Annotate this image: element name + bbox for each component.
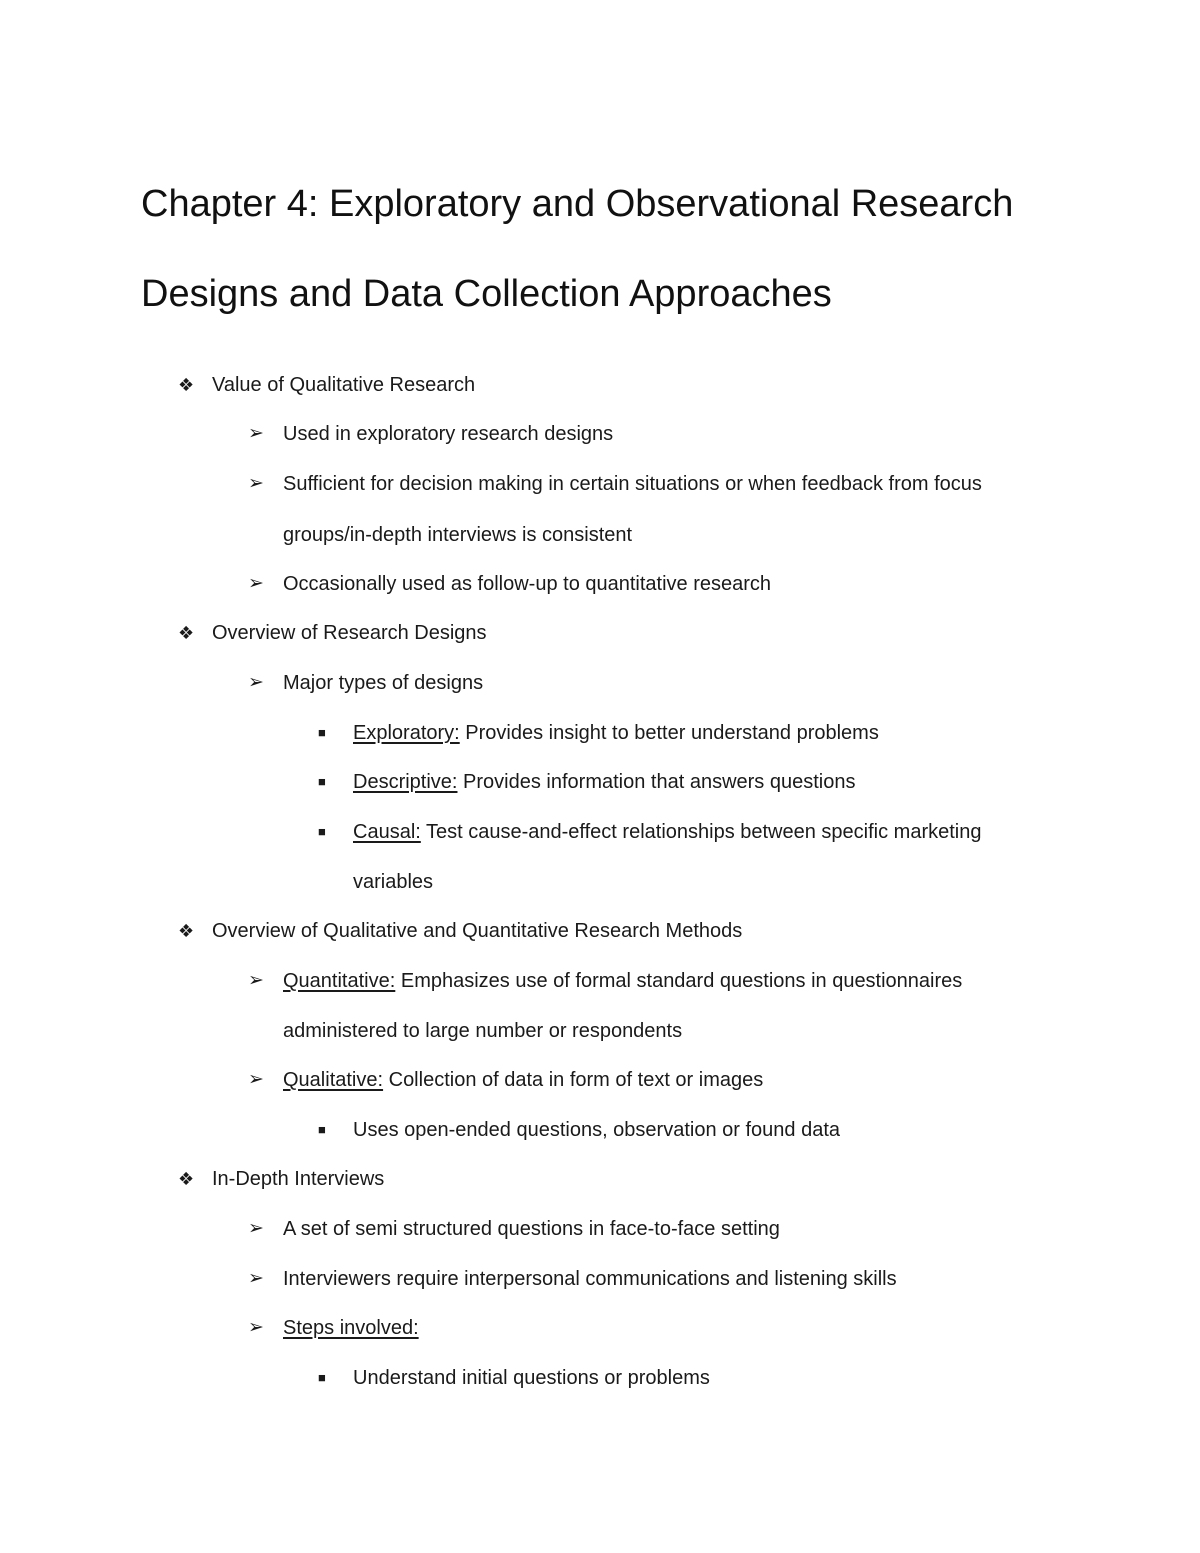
section-heading-in-depth-interviews: In-Depth Interviews (212, 1168, 385, 1190)
list-item-descriptive (353, 769, 855, 795)
term-qualitative: Qualitative: (283, 1069, 384, 1091)
list-item-qualitative (283, 1067, 763, 1093)
section-heading-qualitative-quantitative-methods: Overview of Qualitative and Quantitative Research Methods (212, 920, 743, 942)
arrow-bullet-icon: ➢ (248, 573, 264, 594)
term-causal: Causal: (353, 821, 421, 843)
list-item: Understand initial questions or problems (353, 1367, 710, 1389)
diamond-bullet-icon: ❖ (178, 921, 195, 941)
square-bullet-icon: ■ (318, 824, 326, 839)
list-item: Uses open-ended questions, observation or found data (353, 1119, 841, 1141)
chapter-title-line-2: Designs and Data Collection Approaches (141, 273, 832, 315)
arrow-bullet-icon: ➢ (248, 672, 264, 693)
list-item-quantitative (283, 968, 962, 994)
section-heading-value-of-qualitative-research: Value of Qualitative Research (212, 374, 476, 396)
square-bullet-icon: ■ (318, 774, 326, 789)
chapter-title-line-1: Chapter 4: Exploratory and Observational Research (141, 183, 1014, 225)
list-item: Occasionally used as follow-up to quantitative research (283, 573, 772, 595)
arrow-bullet-icon: ➢ (248, 473, 264, 494)
arrow-bullet-icon: ➢ (248, 970, 264, 991)
diamond-bullet-icon: ❖ (178, 1169, 195, 1189)
square-bullet-icon: ■ (318, 725, 326, 740)
list-item-exploratory (353, 720, 879, 746)
term-descriptive: Descriptive: (353, 771, 458, 793)
list-item: Sufficient for decision making in certain situations or when feedback from focus (283, 473, 982, 495)
square-bullet-icon: ■ (318, 1122, 326, 1137)
list-item: Used in exploratory research designs (283, 423, 614, 445)
definition-descriptive: Provides information that answers questions (457, 771, 856, 793)
section-heading-overview-of-research-designs: Overview of Research Designs (212, 622, 487, 644)
list-item: Interviewers require interpersonal communications and listening skills (283, 1268, 897, 1290)
definition-quantitative: Emphasizes use of formal standard questions in questionnaires (395, 970, 963, 992)
list-item-continuation: administered to large number or respondents (283, 1020, 683, 1042)
list-item-continuation: groups/in-depth interviews is consistent (283, 524, 633, 546)
arrow-bullet-icon: ➢ (248, 1218, 264, 1239)
term-exploratory: Exploratory: (353, 722, 460, 744)
definition-qualitative: Collection of data in form of text or images (383, 1069, 764, 1091)
list-item: A set of semi structured questions in face-to-face setting (283, 1218, 780, 1240)
arrow-bullet-icon: ➢ (248, 1268, 264, 1289)
square-bullet-icon: ■ (318, 1370, 326, 1385)
list-item-causal (353, 819, 982, 845)
definition-exploratory: Provides insight to better understand problems (459, 722, 879, 744)
term-quantitative: Quantitative: (283, 970, 396, 992)
definition-causal: Test cause-and-effect relationships between specific marketing (420, 821, 982, 843)
arrow-bullet-icon: ➢ (248, 1069, 264, 1090)
arrow-bullet-icon: ➢ (248, 1317, 264, 1338)
list-item-steps-involved: Steps involved: (283, 1317, 419, 1339)
diamond-bullet-icon: ❖ (178, 623, 195, 643)
arrow-bullet-icon: ➢ (248, 423, 264, 444)
list-item: Major types of designs (283, 672, 484, 694)
diamond-bullet-icon: ❖ (178, 375, 195, 395)
list-item-continuation: variables (353, 871, 434, 893)
